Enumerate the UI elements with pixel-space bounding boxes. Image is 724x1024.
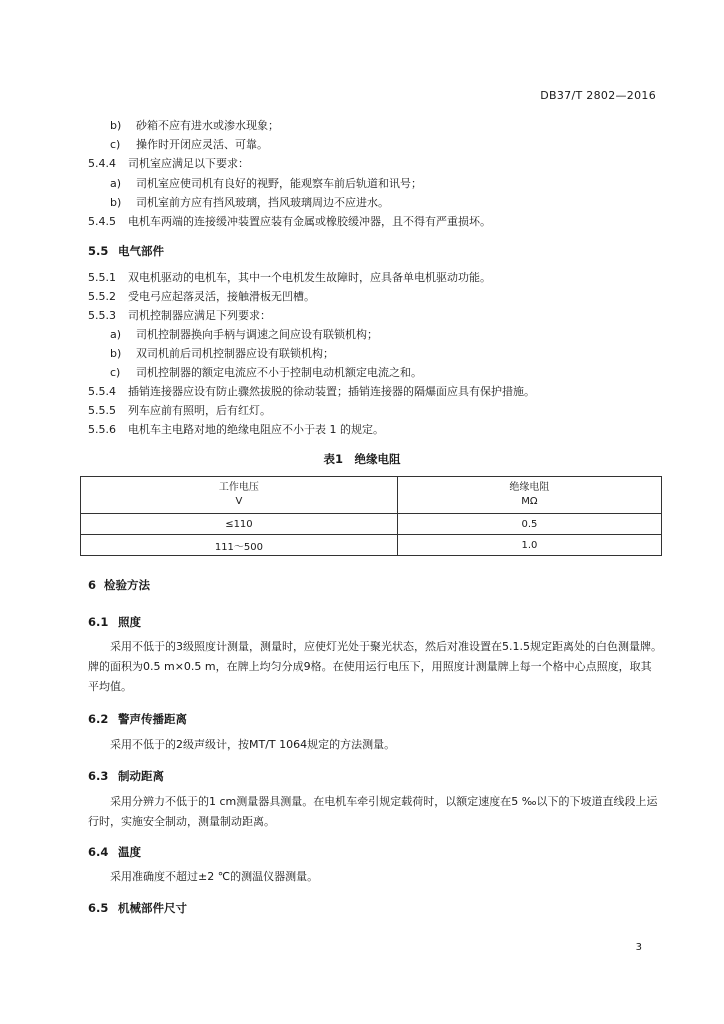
section-heading-6-5	[88, 900, 187, 916]
table-header-row	[81, 477, 662, 514]
paragraph-6-1: 采用不低于的3级照度计测量，测量时，应使灯光处于聚光状态，然后对准设置在5.1.5规定距离处的白色测量牌。牌的面积为0.5 m×0.5 m，在牌上均匀分成9格。在使用运行电压下，用照度计测量牌上每一个格中心点照度，取其平均值。	[88, 640, 662, 693]
section-title: 警声传播距离	[118, 712, 187, 726]
item-label: b)	[110, 119, 122, 132]
section-number: 6.2	[88, 712, 109, 726]
clause-text: 电机车两端的连接缓冲装置应装有金属或橡胶缓冲器，且不得有严重损坏。	[128, 215, 491, 228]
table-row	[81, 514, 662, 535]
section-heading-6-3	[88, 768, 164, 784]
item-label: b)	[110, 347, 122, 360]
section-number: 6.5	[88, 901, 109, 915]
clause-text: 受电弓应起落灵活，接触滑板无凹槽。	[128, 290, 315, 303]
header-name: 工作电压	[218, 482, 259, 493]
header-unit: V	[235, 496, 243, 507]
clause-number: 5.5.3	[88, 309, 116, 322]
paragraph-6-3: 采用分辨力不低于的1 cm测量器具测量。在电机车牵引规定载荷时，以额定速度在5 ‰以下的下坡道直线段上运行时，实施安全制动，测量制动距离。	[88, 795, 658, 828]
section-title: 机械部件尺寸	[118, 901, 187, 915]
item-text: 砂箱不应有进水或渗水现象；	[136, 119, 279, 132]
clause-number: 5.5.5	[88, 404, 116, 417]
clause-number: 5.5.6	[88, 423, 116, 436]
table-header-cell	[397, 477, 661, 514]
section-title: 照度	[118, 615, 141, 629]
clause-text: 插销连接器应设有防止骤然拔脱的徐动装置；插销连接器的隔爆面应具有保护措施。	[128, 385, 535, 398]
section-number: 5.5	[88, 244, 109, 258]
clause-number: 5.4.5	[88, 215, 116, 228]
clause-number: 5.4.4	[88, 157, 116, 170]
list-item	[110, 328, 378, 342]
table-caption: 表1 绝缘电阻	[323, 452, 401, 466]
clause-5-4-5	[88, 215, 491, 229]
insulation-resistance-table	[80, 476, 662, 556]
section-number: 6.4	[88, 845, 109, 859]
section-number: 6.3	[88, 769, 109, 783]
table-cell: 111～500	[81, 535, 398, 556]
clause-5-5-2	[88, 290, 315, 304]
paragraph-6-4: 采用准确度不超过±2 ℃的测温仪器测量。	[110, 870, 319, 883]
section-title: 电气部件	[118, 244, 164, 258]
item-label: a)	[110, 177, 122, 190]
section-title: 温度	[118, 845, 141, 859]
item-text: 司机控制器的额定电流应不小于控制电动机额定电流之和。	[136, 366, 422, 379]
table-row	[81, 535, 662, 556]
section-heading-6-4	[88, 844, 141, 860]
list-item	[110, 366, 422, 380]
clause-text: 列车应前有照明，后有红灯。	[128, 404, 271, 417]
item-label: a)	[110, 328, 122, 341]
section-number: 6.1	[88, 615, 109, 629]
item-label: b)	[110, 196, 122, 209]
page-number: 3	[635, 942, 642, 953]
list-item	[110, 119, 279, 133]
clause-text: 司机室应满足以下要求：	[128, 157, 249, 170]
list-item	[110, 196, 389, 210]
list-item	[110, 177, 422, 191]
list-item	[110, 138, 268, 152]
table-cell: ≤110	[81, 514, 398, 535]
table-header-cell	[81, 477, 398, 514]
clause-5-5-5	[88, 404, 271, 418]
clause-5-5-6	[88, 423, 384, 437]
item-text: 司机室应使司机有良好的视野，能观察车前后轨道和讯号；	[136, 177, 422, 190]
section-title: 制动距离	[118, 769, 164, 783]
header-name: 绝缘电阻	[509, 482, 550, 493]
item-text: 双司机前后司机控制器应设有联锁机构；	[136, 347, 334, 360]
clause-5-4-4	[88, 157, 249, 171]
clause-text: 电机车主电路对地的绝缘电阻应不小于表 1 的规定。	[128, 423, 384, 436]
clause-text: 双电机驱动的电机车，其中一个电机发生故障时，应具备单电机驱动功能。	[128, 271, 491, 284]
section-heading-6-1	[88, 614, 141, 630]
header-unit: MΩ	[521, 496, 538, 507]
section-number: 6	[88, 578, 97, 592]
section-title: 检验方法	[104, 578, 150, 592]
clause-5-5-4	[88, 385, 535, 399]
paragraph-6-2: 采用不低于的2级声级计，按MT/T 1064规定的方法测量。	[110, 738, 396, 751]
item-label: c)	[110, 138, 121, 151]
item-label: c)	[110, 366, 121, 379]
clause-5-5-3	[88, 309, 271, 323]
table-cell: 1.0	[397, 535, 661, 556]
clause-number: 5.5.2	[88, 290, 116, 303]
clause-text: 司机控制器应满足下列要求：	[128, 309, 271, 322]
section-heading-5-5	[88, 243, 164, 259]
clause-5-5-1	[88, 271, 491, 285]
section-heading-6-2	[88, 711, 187, 727]
table-cell: 0.5	[397, 514, 661, 535]
list-item	[110, 347, 334, 361]
section-heading-6	[88, 577, 150, 593]
clause-number: 5.5.1	[88, 271, 116, 284]
standard-code: DB37/T 2802—2016	[540, 89, 656, 102]
clause-number: 5.5.4	[88, 385, 116, 398]
item-text: 司机室前方应有挡风玻璃，挡风玻璃周边不应进水。	[136, 196, 389, 209]
item-text: 操作时开闭应灵活、可靠。	[136, 138, 268, 151]
item-text: 司机控制器换向手柄与调速之间应设有联锁机构；	[136, 328, 378, 341]
